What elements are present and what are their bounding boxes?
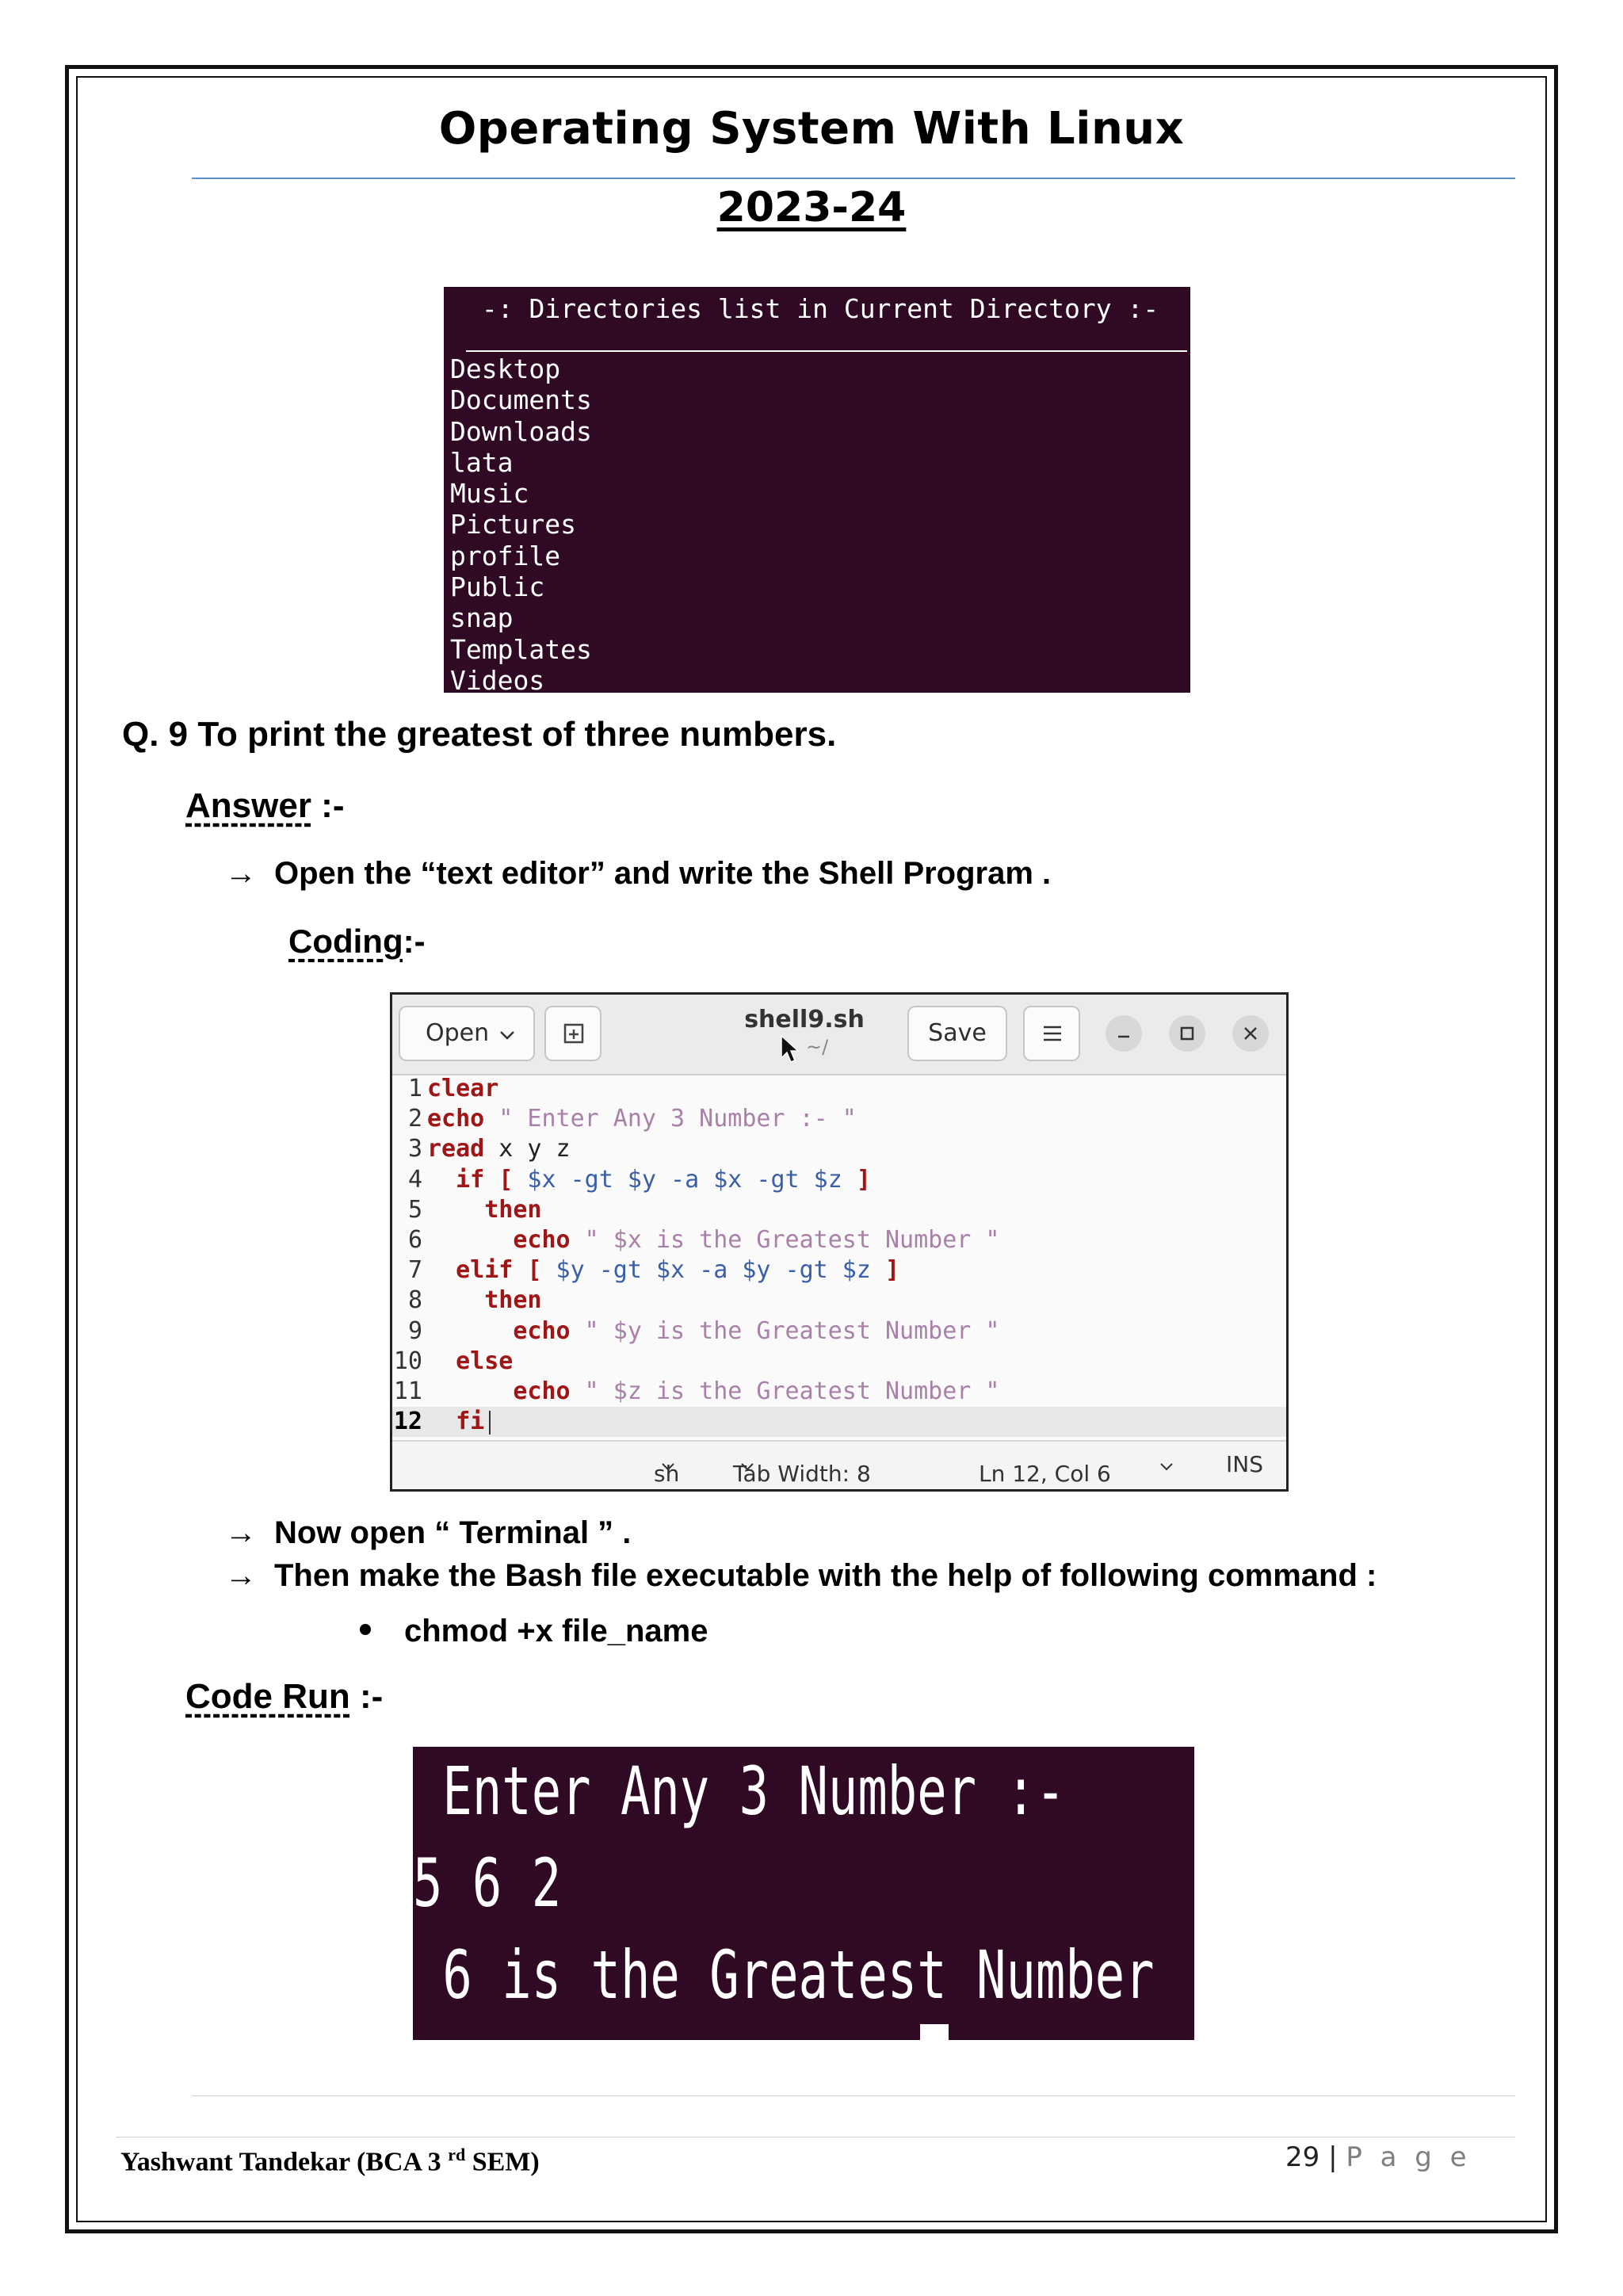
code-token <box>427 1196 484 1224</box>
code-token <box>427 1166 456 1194</box>
code-line <box>392 1377 1286 1407</box>
step-open-editor <box>225 856 1051 892</box>
terminal-header-rule <box>466 350 1187 352</box>
editor-path: ~/ <box>806 1036 829 1058</box>
author-sup: rd <box>448 2145 466 2164</box>
directory-item: lata <box>450 446 514 478</box>
line-number: 6 <box>407 1225 422 1254</box>
directory-item: Downloads <box>450 415 592 447</box>
code-token: echo <box>513 1225 571 1254</box>
step-make-executable <box>225 1558 1377 1594</box>
minimize-icon <box>1106 1015 1142 1052</box>
save-button[interactable]: Save <box>907 1006 1007 1061</box>
document-year: 2023-24 <box>716 184 907 231</box>
code-token: then <box>484 1195 542 1224</box>
chevron-down-icon <box>498 1030 516 1041</box>
terminal-header-text: -: Directories list in Current Directory :- <box>466 293 1159 324</box>
page-word: P a g e <box>1346 2141 1472 2173</box>
code-token <box>427 1317 513 1345</box>
output-prompt-line: Enter Any 3 Number :- <box>413 1752 1066 1830</box>
code-run-heading <box>185 1677 383 1717</box>
code-token: " $z is the Greatest Number " <box>570 1377 1000 1405</box>
arrow-icon: → <box>225 1558 257 1593</box>
footer-author <box>120 2145 540 2177</box>
code-token: echo <box>427 1105 485 1133</box>
code-token: x y z <box>484 1135 571 1163</box>
insert-mode-label: INS <box>1226 1451 1263 1477</box>
line-number: 4 <box>407 1165 422 1194</box>
step-text: Now open “ Terminal ” . <box>274 1515 632 1550</box>
code-token: " $x is the Greatest Number " <box>570 1225 1000 1254</box>
editor-statusbar <box>392 1440 1286 1489</box>
directory-item: Documents <box>450 384 592 416</box>
author-end: SEM) <box>465 2147 540 2177</box>
open-button[interactable] <box>399 1006 535 1061</box>
maximize-icon <box>1169 1015 1205 1052</box>
language-label: sh <box>654 1461 680 1487</box>
coding-heading <box>288 923 426 961</box>
step-text: Then make the Bash file executable with the help of following command : <box>274 1558 1377 1593</box>
maximize-button[interactable] <box>1169 1015 1205 1052</box>
answer-suffix: :- <box>311 786 345 825</box>
line-number: 9 <box>407 1316 422 1345</box>
question-heading: Q. 9 To print the greatest of three numbers. <box>122 715 837 754</box>
tab-width-selector[interactable] <box>733 1451 871 1487</box>
code-token: echo <box>513 1316 571 1345</box>
page-num: 29 <box>1285 2141 1320 2173</box>
code-token: elif [ <box>456 1256 542 1285</box>
language-selector[interactable] <box>654 1451 680 1487</box>
code-token: then <box>484 1286 542 1315</box>
close-button[interactable] <box>1232 1015 1269 1052</box>
code-line <box>392 1104 1286 1134</box>
code-line <box>392 1225 1286 1255</box>
code-token <box>427 1286 484 1314</box>
code-token <box>427 1377 513 1405</box>
line-number: 12 <box>393 1408 422 1436</box>
directory-item: profile <box>450 540 561 571</box>
code-line <box>392 1074 1286 1104</box>
line-number: 7 <box>407 1256 422 1285</box>
code-line <box>392 1134 1286 1164</box>
new-document-icon <box>560 1020 587 1047</box>
editor-filename: shell9.sh <box>744 1006 865 1033</box>
code-token: $x -gt $y -a $x -gt $z <box>513 1165 857 1194</box>
cursor-position-label: Ln 12, Col 6 <box>979 1461 1111 1487</box>
directory-item: Public <box>450 571 545 603</box>
code-token <box>427 1256 456 1284</box>
code-token: $y -gt $x -a $y -gt $z <box>541 1256 885 1285</box>
code-token <box>427 1347 456 1375</box>
directory-item: Music <box>450 478 529 510</box>
tab-width-label: Tab Width: 8 <box>733 1461 871 1487</box>
code-line <box>392 1195 1286 1225</box>
line-number: 10 <box>393 1347 422 1375</box>
code-token <box>427 1408 456 1435</box>
directory-item: Pictures <box>450 509 576 541</box>
directory-list <box>450 353 592 693</box>
terminal-cursor <box>920 2024 949 2040</box>
command-text: chmod +x file_name <box>404 1614 708 1648</box>
text-caret <box>489 1411 491 1435</box>
code-token: read <box>427 1135 485 1163</box>
position-dropdown[interactable] <box>1159 1451 1174 1477</box>
code-line <box>392 1255 1286 1286</box>
directory-item: Templates <box>450 633 592 665</box>
hamburger-menu-icon <box>1042 1025 1063 1042</box>
page-sep: | <box>1319 2141 1346 2173</box>
line-number: 1 <box>407 1075 422 1102</box>
line-number: 5 <box>407 1195 422 1224</box>
line-number: 11 <box>393 1377 422 1405</box>
directory-item: Desktop <box>450 353 561 384</box>
step-text: Open the “text editor” and write the Shell Program . <box>274 856 1052 891</box>
chevron-down-icon <box>1159 1462 1174 1472</box>
directory-list-terminal <box>444 287 1190 693</box>
arrow-icon: → <box>225 856 257 891</box>
line-number: 2 <box>407 1105 422 1133</box>
code-token <box>427 1226 513 1254</box>
close-icon <box>1232 1015 1269 1052</box>
editor-headerbar <box>392 995 1286 1075</box>
footer-page-number <box>1285 2141 1472 2173</box>
answer-label: Answer <box>185 786 311 825</box>
mouse-pointer-icon <box>779 1034 800 1064</box>
bullet-icon <box>360 1624 371 1635</box>
command-bullet <box>360 1614 708 1649</box>
author-text: Yashwant Tandekar (BCA 3 <box>120 2147 449 2177</box>
code-run-suffix: :- <box>349 1677 384 1716</box>
output-terminal <box>413 1747 1194 2040</box>
code-token: fi <box>456 1408 485 1436</box>
line-number: 3 <box>407 1135 422 1163</box>
minimize-button[interactable] <box>1106 1015 1142 1052</box>
answer-heading <box>185 786 344 826</box>
code-line <box>392 1407 1286 1437</box>
text-editor-window <box>390 992 1289 1492</box>
coding-suffix: :- <box>403 923 426 960</box>
code-line <box>392 1286 1286 1316</box>
code-line <box>392 1347 1286 1377</box>
output-input-line: 5 6 2 <box>413 1844 562 1922</box>
footer-divider <box>192 2095 1515 2096</box>
output-result-line: 6 is the Greatest Number <box>413 1936 1155 2014</box>
code-area[interactable] <box>392 1074 1286 1437</box>
code-token: else <box>456 1347 514 1375</box>
coding-label: Coding <box>288 923 403 960</box>
code-token: if [ <box>456 1165 514 1194</box>
code-token: echo <box>513 1377 571 1405</box>
code-token: clear <box>427 1075 499 1102</box>
code-run-label: Code Run <box>185 1677 350 1716</box>
document-title: Operating System With Linux <box>438 103 1185 155</box>
code-line <box>392 1165 1286 1195</box>
code-token: " $y is the Greatest Number " <box>570 1316 1000 1345</box>
code-token: ] <box>884 1256 900 1285</box>
line-number: 8 <box>407 1286 422 1315</box>
directory-item: Videos <box>450 664 545 693</box>
new-tab-button[interactable] <box>544 1006 601 1061</box>
title-divider <box>192 178 1515 179</box>
arrow-icon: → <box>225 1515 257 1550</box>
code-line <box>392 1316 1286 1347</box>
open-label: Open <box>426 1019 490 1047</box>
menu-button[interactable] <box>1023 1006 1080 1061</box>
directory-item: snap <box>450 602 514 634</box>
code-token: ] <box>856 1165 871 1194</box>
code-token: " Enter Any 3 Number :- " <box>484 1105 857 1133</box>
step-open-terminal <box>225 1515 631 1551</box>
